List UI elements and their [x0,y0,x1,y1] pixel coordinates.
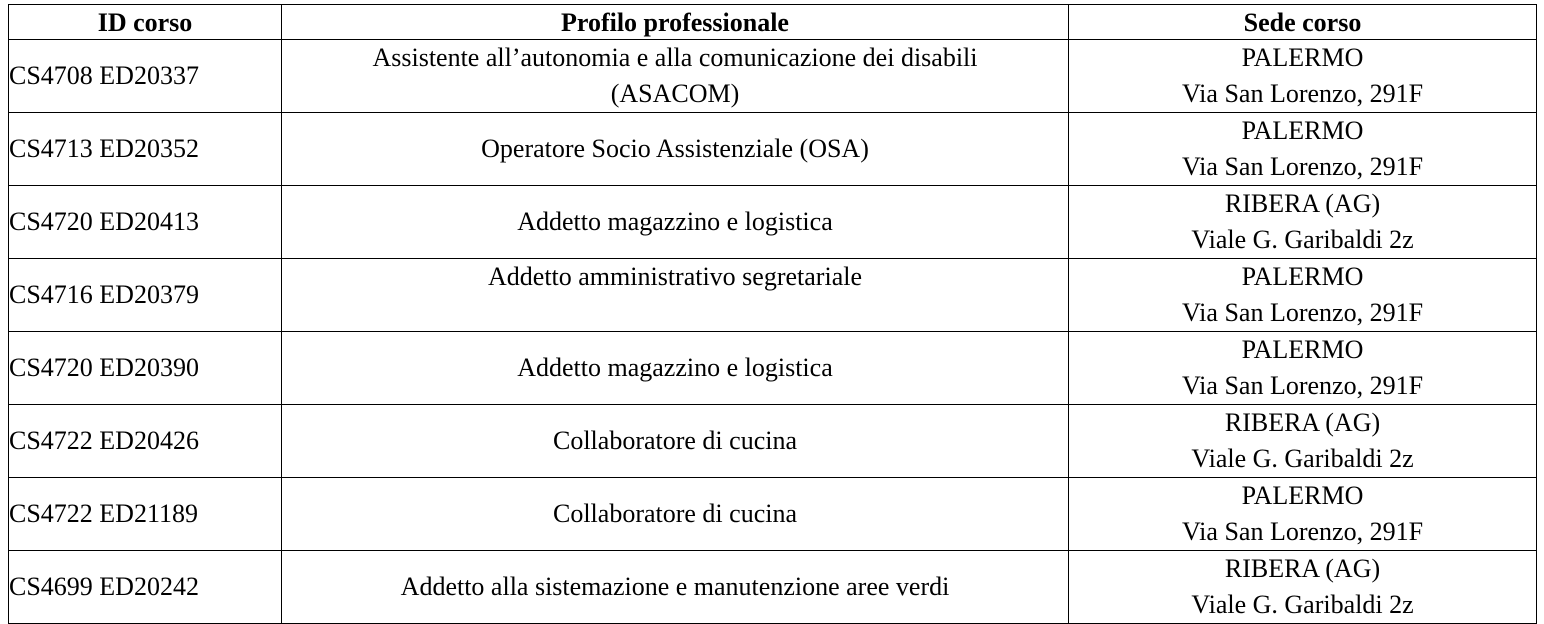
site-city: PALERMO [1241,116,1364,145]
site-cell [1069,259,1537,332]
site-cell [1069,551,1537,624]
header-profilo-professionale: Profilo professionale [282,5,1069,40]
course-id-cell: CS4699 ED20242 [9,551,282,624]
profile-cell [282,332,1069,405]
site-city: PALERMO [1241,262,1364,291]
site-city: PALERMO [1241,335,1364,364]
site-cell [1069,113,1537,186]
site-cell [1069,478,1537,551]
site-city: PALERMO [1241,481,1364,510]
site-cell [1069,405,1537,478]
site-cell [1069,332,1537,405]
profile-cell [282,405,1069,478]
profile-cell [282,40,1069,113]
course-id-cell: CS4722 ED20426 [9,405,282,478]
site-cell [1069,186,1537,259]
site-address: Viale G. Garibaldi 2z [1191,225,1414,254]
table-row [9,259,1537,332]
site-city: RIBERA (AG) [1224,408,1381,437]
site-city: RIBERA (AG) [1224,554,1381,583]
header-sede-corso: Sede corso [1069,5,1537,40]
site-address: Viale G. Garibaldi 2z [1191,590,1414,619]
courses-table [8,4,1537,624]
table-row [9,551,1537,624]
course-id-cell: CS4722 ED21189 [9,478,282,551]
course-id-cell: CS4716 ED20379 [9,259,282,332]
profile-cell [282,259,1069,332]
table-row [9,113,1537,186]
table-row [9,478,1537,551]
course-id-cell: CS4720 ED20390 [9,332,282,405]
site-address: Via San Lorenzo, 291F [1181,298,1424,327]
profile-line: Addetto amministrativo segretariale [488,262,862,291]
profile-line: Assistente all’autonomia e alla comunicazione dei disabili [372,43,978,72]
table-row [9,332,1537,405]
site-address: Via San Lorenzo, 291F [1181,79,1424,108]
course-id-cell: CS4708 ED20337 [9,40,282,113]
profile-line: Collaboratore di cucina [552,426,798,455]
profile-line: Operatore Socio Assistenziale (OSA) [481,134,869,163]
site-cell [1069,40,1537,113]
profile-line: (ASACOM) [610,79,740,108]
site-address: Viale G. Garibaldi 2z [1191,444,1414,473]
profile-cell [282,551,1069,624]
header-row [9,5,1537,40]
profile-line: Collaboratore di cucina [552,499,798,528]
profile-line: Addetto alla sistemazione e manutenzione aree verdi [400,572,950,601]
site-address: Via San Lorenzo, 291F [1181,517,1424,546]
course-id-cell: CS4713 ED20352 [9,113,282,186]
header-id-corso: ID corso [9,5,282,40]
site-city: RIBERA (AG) [1224,189,1381,218]
table-row [9,40,1537,113]
table-row [9,186,1537,259]
profile-line: Addetto magazzino e logistica [517,353,833,382]
profile-cell [282,186,1069,259]
profile-line: Addetto magazzino e logistica [517,207,833,236]
profile-cell [282,113,1069,186]
site-city: PALERMO [1241,43,1364,72]
site-address: Via San Lorenzo, 291F [1181,152,1424,181]
table-row [9,405,1537,478]
profile-cell [282,478,1069,551]
course-id-cell: CS4720 ED20413 [9,186,282,259]
site-address: Via San Lorenzo, 291F [1181,371,1424,400]
